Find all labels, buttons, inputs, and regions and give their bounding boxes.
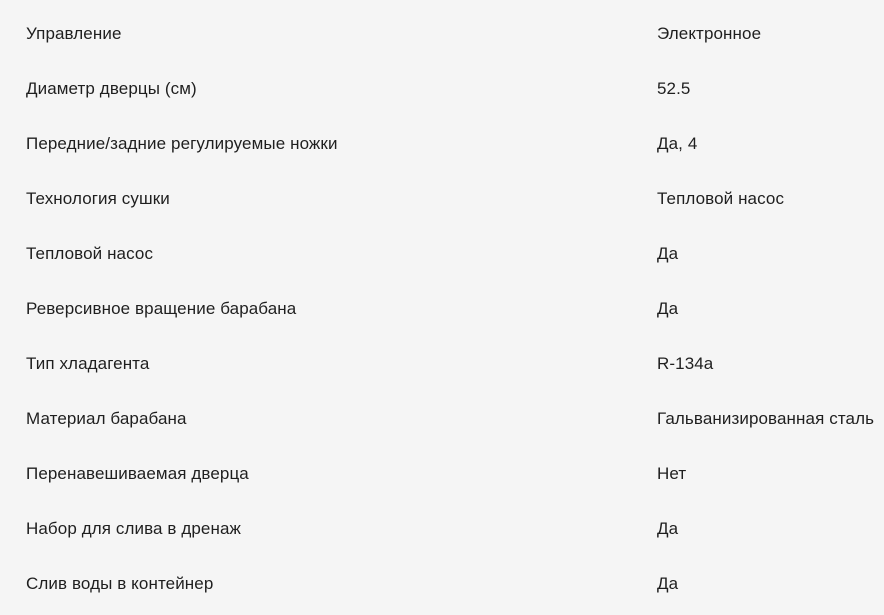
spec-value: Да [657,519,679,538]
spec-value: Нет [657,464,687,483]
spec-row-door-diameter [0,65,884,120]
spec-value: Тепловой насос [657,189,785,208]
spec-value: Гальванизированная сталь [657,409,875,428]
spec-label: Технология сушки [26,189,170,208]
spec-row-drum-material [0,395,884,450]
spec-value: Да, 4 [657,134,698,153]
spec-row-refrigerant-type [0,340,884,395]
spec-label: Тип хладагента [26,354,150,373]
spec-row-drain-kit [0,505,884,560]
spec-row-heat-pump [0,230,884,285]
spec-label: Управление [26,24,122,43]
spec-value: Да [657,574,679,593]
spec-label: Перенавешиваемая дверца [26,464,249,483]
spec-row-reverse-drum [0,285,884,340]
spec-value: Электронное [657,24,762,43]
spec-label: Материал барабана [26,409,187,428]
spec-row-control [0,10,884,65]
spec-label: Тепловой насос [26,244,154,263]
spec-label: Реверсивное вращение барабана [26,299,297,318]
spec-row-adjustable-feet [0,120,884,175]
spec-row-drying-technology [0,175,884,230]
spec-value: Да [657,244,679,263]
spec-label: Передние/задние регулируемые ножки [26,134,338,153]
spec-value: 52.5 [657,79,691,98]
spec-value: R-134a [657,354,714,373]
spec-row-reversible-door [0,450,884,505]
spec-value: Да [657,299,679,318]
spec-label: Диаметр дверцы (см) [26,79,197,98]
spec-row-water-container [0,560,884,615]
spec-label: Слив воды в контейнер [26,574,214,593]
spec-label: Набор для слива в дренаж [26,519,241,538]
